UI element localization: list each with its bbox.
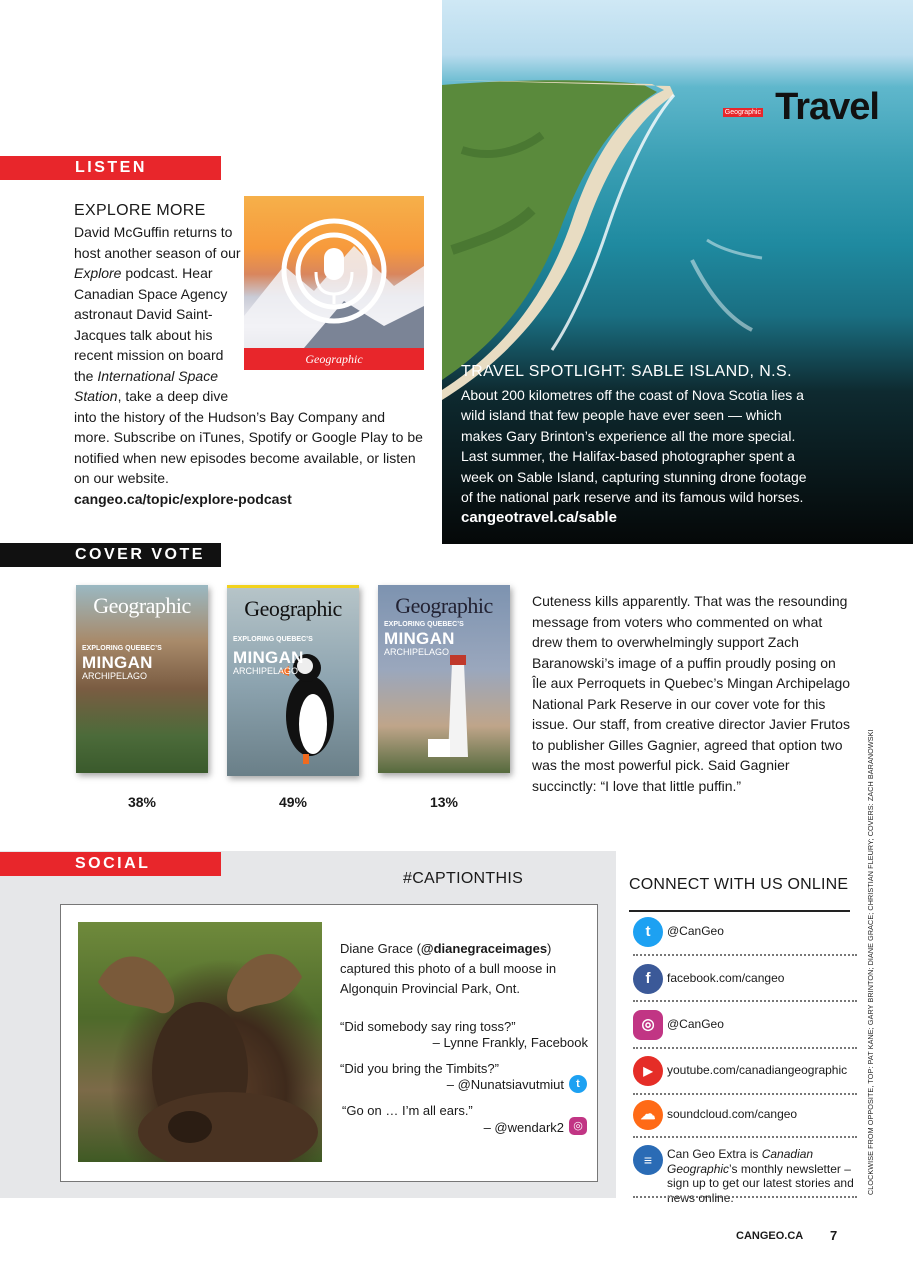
- listen-body-text-1: David McGuffin returns to host another season of our: [74, 224, 241, 261]
- connect-item-newsletter[interactable]: [633, 1145, 857, 1205]
- caption-this-title: #CAPTIONTHIS: [403, 870, 524, 887]
- cover-masthead: Geographic: [244, 596, 342, 621]
- cover-sub: ARCHIPELAGO: [384, 647, 450, 657]
- travel-logo: Travel: [775, 86, 879, 128]
- caption-attr-2: – @Nunatsiavutmiut: [446, 1077, 564, 1092]
- facebook-icon: f: [633, 964, 663, 994]
- cover-kicker: EXPLORING QUEBEC’S: [82, 645, 162, 652]
- caption-quote-1: “Did somebody say ring toss?”: [340, 1019, 516, 1034]
- caption-quote-3: “Go on … I’m all ears.”: [342, 1103, 473, 1118]
- newsletter-text-em: Canadian Geographic: [667, 1147, 814, 1176]
- cover-vote-section-bar: [0, 543, 221, 567]
- listen-body-em-2: International Space Station: [74, 367, 218, 404]
- cover-sub: ARCHIPELAGO: [233, 666, 299, 676]
- cover-title: MINGAN: [233, 648, 304, 667]
- listen-body-text-2: podcast. Hear Canadian Space Agency astronaut David Saint-Jacques talk about his recent mission on board the: [74, 265, 228, 384]
- cover-title: MINGAN: [82, 653, 153, 672]
- connect-item-divider: [633, 1136, 857, 1138]
- listen-section-bar: [0, 156, 221, 180]
- moose-illustration: [78, 922, 322, 1162]
- podcast-image-logo: Geographic: [305, 352, 363, 366]
- cover-3-percent: 13%: [429, 794, 459, 810]
- cover-masthead: Geographic: [93, 593, 191, 618]
- cover-masthead: Geographic: [395, 593, 493, 618]
- caption-attr-3: – @wendark2: [483, 1120, 564, 1135]
- newsletter-icon: ≡: [633, 1145, 663, 1175]
- connect-item-label: soundcloud.com/cangeo: [667, 1107, 798, 1121]
- twitter-icon: t: [569, 1075, 587, 1093]
- travel-link[interactable]: cangeotravel.ca/sable: [461, 508, 617, 526]
- connect-item-divider: [633, 1093, 857, 1095]
- credit-handle: @dianegraceimages: [420, 941, 548, 956]
- connect-item-label: @CanGeo: [667, 1017, 724, 1031]
- connect-item-divider: [633, 1196, 857, 1198]
- connect-item-facebook[interactable]: [633, 964, 857, 1004]
- cover-kicker: EXPLORING QUEBEC’S: [384, 621, 464, 628]
- travel-logo-small: Geographic: [724, 109, 761, 116]
- cover-option-1: [76, 585, 208, 773]
- travel-body: About 200 kilometres off the coast of Nova Scotia lies a wild island that few people have ever seen — which makes Gary Brinton’s experience all the more special. Last summer, the Halifax-based photographer spent a week on Sable Island, capturing stunning drone footage of the national park reserve and its famous wild horses.: [461, 386, 807, 505]
- podcast-link[interactable]: cangeo.ca/topic/explore-podcast: [74, 490, 292, 507]
- cover-title: MINGAN: [384, 629, 455, 648]
- newsletter-text-1: Can Geo Extra is: [667, 1147, 762, 1161]
- travel-heading: TRAVEL SPOTLIGHT: SABLE ISLAND, N.S.: [461, 363, 792, 380]
- footer-page-number: 7: [830, 1228, 838, 1243]
- soundcloud-icon: ☁: [633, 1100, 663, 1130]
- caption-attr-1: – Lynne Frankly, Facebook: [432, 1035, 588, 1050]
- social-section-bar: [0, 852, 221, 876]
- connect-item-instagram[interactable]: [633, 1010, 857, 1050]
- connect-item-divider: [633, 1000, 857, 1002]
- travel-hero-photo: [442, 0, 913, 544]
- social-photo-credit: [340, 939, 580, 999]
- social-bar-label: SOCIAL: [75, 855, 151, 872]
- footer-site: CANGEO.CA: [736, 1230, 804, 1242]
- cover-option-2: [227, 585, 359, 776]
- photo-credit-vertical: CLOCKWISE FROM OPPOSITE, TOP: PAT KANE; GARY BRINTON; DIANE GRACE; CHRISTIAN FLEURY; COVERS: ZACH BARANOWSKI: [866, 729, 875, 1195]
- connect-item-youtube[interactable]: [633, 1056, 857, 1096]
- connect-item-divider: [633, 1047, 857, 1049]
- connect-item-soundcloud[interactable]: [633, 1100, 857, 1140]
- cover-vote-bar-label: COVER VOTE: [75, 546, 205, 563]
- listen-body-em-1: Explore: [74, 265, 122, 281]
- connect-divider: [629, 910, 850, 912]
- cover-2-percent: 49%: [278, 794, 308, 810]
- youtube-icon: ▶: [633, 1056, 663, 1086]
- moose-photo: [78, 922, 322, 1162]
- connect-item-label: @CanGeo: [667, 924, 724, 938]
- connect-item-label: youtube.com/canadiangeographic: [667, 1063, 848, 1077]
- connect-item-label: facebook.com/cangeo: [667, 971, 785, 985]
- lighthouse-illustration: [428, 647, 488, 767]
- listen-title: EXPLORE MORE: [74, 202, 206, 219]
- cover-kicker: EXPLORING QUEBEC’S: [233, 636, 313, 643]
- connect-item-twitter[interactable]: [633, 917, 857, 957]
- podcast-mic-icon: [244, 196, 424, 370]
- cover-1-percent: 38%: [127, 794, 157, 810]
- twitter-icon: t: [633, 917, 663, 947]
- cover-sub: ARCHIPELAGO: [82, 671, 148, 681]
- travel-text-block: [461, 362, 821, 528]
- cover-vote-text: Cuteness kills apparently. That was the resounding message from voters who commented on what drew them to overwhelmingly support Zach Baranowski’s image of a puffin proudly posing on Île aux Perroquets in Quebec’s Mingan Archipelago National Park Reserve in our cover vote for this issue. Our staff, from creative director Javier Frutos to publisher Gilles Gagnier, agreed that option two was the most powerful pick. Said Gagnier succinctly: “I love that little puffin.”: [532, 593, 851, 794]
- credit-text-post: ) captured this photo of a bull moose in Algonquin Provincial Park, Ont.: [340, 941, 557, 996]
- credit-text-pre: Diane Grace (: [340, 941, 421, 956]
- listen-bar-label: LISTEN: [75, 159, 147, 176]
- connect-title: CONNECT WITH US ONLINE: [629, 876, 849, 893]
- newsletter-text-2: ’s monthly newsletter – sign up to get our latest stories and news online.: [667, 1161, 854, 1205]
- cover-option-3: [378, 585, 510, 773]
- instagram-icon: ◎: [633, 1010, 663, 1040]
- podcast-image: [244, 196, 424, 370]
- listen-body-text-3: , take a deep dive into the history of the Hudson’s Bay Company and more. Subscribe on iTunes, Spotify or Google Play to be notified when new episodes become available, or listen on our website.: [74, 388, 423, 486]
- instagram-icon: ◎: [569, 1117, 587, 1135]
- caption-quote-2: “Did you bring the Timbits?”: [340, 1061, 499, 1076]
- connect-item-divider: [633, 954, 857, 956]
